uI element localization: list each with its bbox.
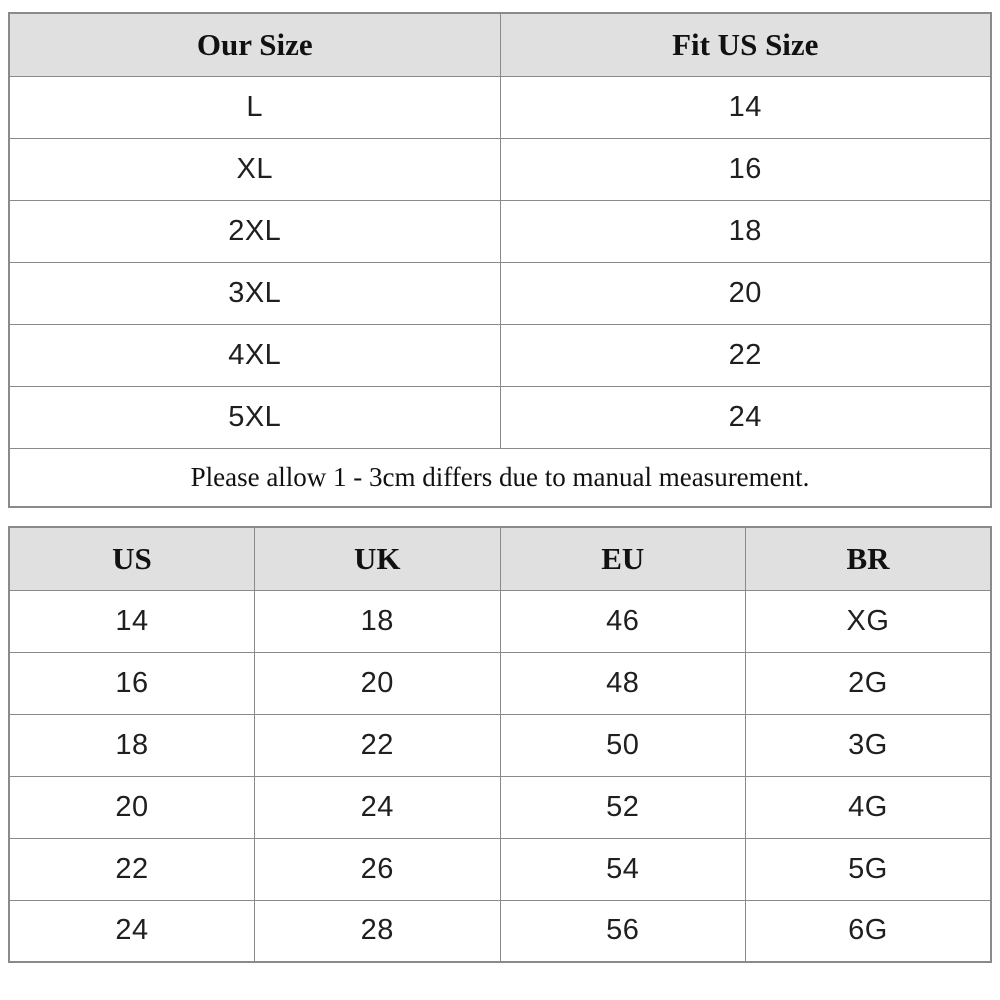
- note-row: [9, 448, 991, 507]
- table-cell: L: [9, 76, 500, 138]
- table-row: [9, 838, 991, 900]
- international-table-body: [9, 590, 991, 962]
- table-cell: 4XL: [9, 324, 500, 386]
- column-header-us: US: [9, 527, 255, 590]
- column-header-uk: UK: [255, 527, 501, 590]
- table-cell: 14: [500, 76, 991, 138]
- table-cell: 26: [255, 838, 501, 900]
- table-header-row: [9, 13, 991, 76]
- international-table-head: [9, 527, 991, 590]
- table-row: [9, 76, 991, 138]
- table-row: [9, 714, 991, 776]
- our-size-table-head: [9, 13, 991, 76]
- table-cell: 22: [255, 714, 501, 776]
- table-cell: XL: [9, 138, 500, 200]
- table-cell: 2XL: [9, 200, 500, 262]
- table-cell: 14: [9, 590, 255, 652]
- table-cell: 48: [500, 652, 746, 714]
- column-header-fit-us-size: Fit US Size: [500, 13, 991, 76]
- table-cell: 6G: [746, 900, 992, 962]
- our-size-table-foot: [9, 448, 991, 507]
- table-cell: 20: [255, 652, 501, 714]
- table-cell: 2G: [746, 652, 992, 714]
- table-row: [9, 262, 991, 324]
- table-cell: 16: [9, 652, 255, 714]
- table-row: [9, 590, 991, 652]
- table-cell: 5XL: [9, 386, 500, 448]
- table-cell: 20: [9, 776, 255, 838]
- table-cell: 18: [500, 200, 991, 262]
- table-cell: 52: [500, 776, 746, 838]
- table-cell: 4G: [746, 776, 992, 838]
- table-cell: XG: [746, 590, 992, 652]
- table-row: [9, 138, 991, 200]
- table-cell: 28: [255, 900, 501, 962]
- column-header-br: BR: [746, 527, 992, 590]
- measurement-note: Please allow 1 - 3cm differs due to manual measurement.: [9, 448, 991, 507]
- table-row: [9, 900, 991, 962]
- column-header-our-size: Our Size: [9, 13, 500, 76]
- table-cell: 22: [9, 838, 255, 900]
- table-cell: 5G: [746, 838, 992, 900]
- table-cell: 3XL: [9, 262, 500, 324]
- table-cell: 22: [500, 324, 991, 386]
- table-cell: 16: [500, 138, 991, 200]
- our-size-conversion-table: [8, 12, 992, 508]
- table-cell: 18: [255, 590, 501, 652]
- table-cell: 50: [500, 714, 746, 776]
- table-cell: 3G: [746, 714, 992, 776]
- table-row: [9, 386, 991, 448]
- column-header-eu: EU: [500, 527, 746, 590]
- table-header-row: [9, 527, 991, 590]
- table-cell: 56: [500, 900, 746, 962]
- international-size-table: [8, 526, 992, 963]
- table-row: [9, 652, 991, 714]
- table-cell: 24: [500, 386, 991, 448]
- table-row: [9, 776, 991, 838]
- table-cell: 24: [255, 776, 501, 838]
- our-size-table-body: [9, 76, 991, 448]
- table-row: [9, 324, 991, 386]
- table-cell: 54: [500, 838, 746, 900]
- table-row: [9, 200, 991, 262]
- table-cell: 18: [9, 714, 255, 776]
- table-cell: 24: [9, 900, 255, 962]
- table-cell: 46: [500, 590, 746, 652]
- table-cell: 20: [500, 262, 991, 324]
